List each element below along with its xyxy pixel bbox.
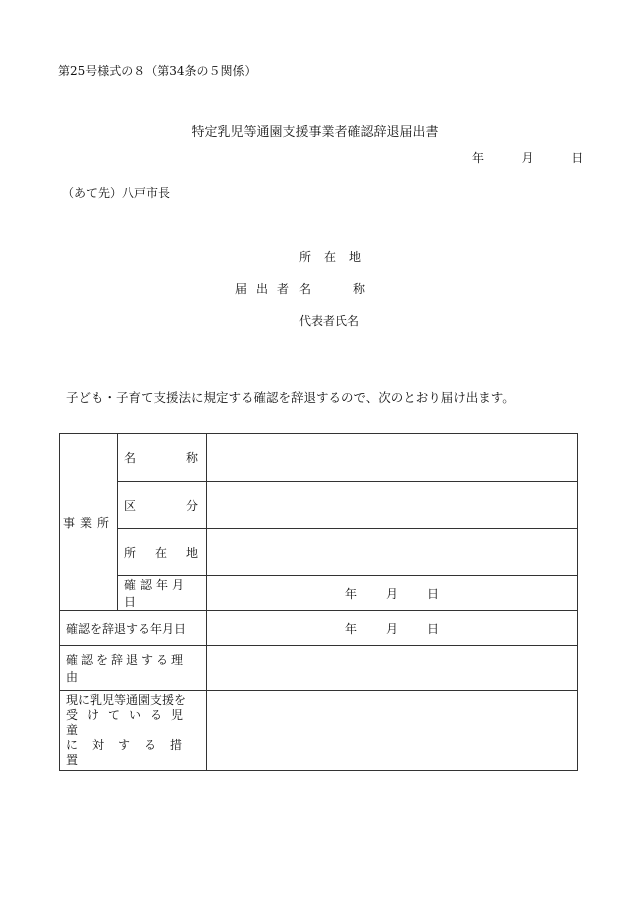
withdrawal-month-label: 月 — [385, 621, 398, 636]
notifier-group-label: 届出者 — [235, 282, 299, 296]
submission-date — [472, 149, 583, 166]
name-label-cell — [118, 434, 207, 482]
table-row — [60, 529, 578, 576]
withdrawal-reason-input[interactable] — [207, 646, 578, 691]
table-row — [60, 691, 578, 771]
notifier-address-label: 所在地 — [299, 250, 375, 264]
measures-label-line1: 現に乳児等通園支援を — [66, 693, 187, 707]
name-input[interactable] — [207, 434, 578, 482]
location-input[interactable] — [207, 529, 578, 576]
measures-label-line2: 受けている児童 — [66, 708, 193, 737]
confirmation-date-input[interactable] — [207, 576, 578, 611]
category-label-1: 区 — [124, 498, 137, 513]
withdrawal-date-label-cell — [60, 611, 207, 646]
name-label-1: 名 — [124, 451, 137, 465]
table-row — [60, 576, 578, 611]
confirmation-date-label-cell — [118, 576, 207, 611]
withdrawal-date-input[interactable] — [207, 611, 578, 646]
addressee: （あて先）八戸市長 — [62, 186, 171, 200]
notifier-representative-label: 代表者氏名 — [299, 314, 360, 328]
confirmation-month-label: 月 — [385, 586, 398, 601]
withdrawal-day-label: 日 — [426, 621, 439, 636]
form-number: 第25号様式の８（第34条の５関係） — [58, 64, 257, 78]
date-day-label: 日 — [571, 151, 584, 165]
measures-label — [60, 691, 206, 770]
date-month-label: 月 — [521, 151, 534, 165]
measures-label-line3: に対する措置 — [66, 738, 197, 767]
confirmation-day-label: 日 — [426, 586, 439, 601]
office-group-label: 事業所 — [60, 434, 118, 611]
table-row — [60, 482, 578, 529]
withdrawal-reason-label: 確認を辞退する理由 — [66, 653, 187, 684]
notifier-name-label: 名称 — [299, 282, 408, 296]
confirmation-year-label: 年 — [345, 586, 358, 601]
table-row — [60, 611, 578, 646]
confirmation-date-label: 確認年月日 — [124, 578, 189, 609]
measures-input[interactable] — [207, 691, 578, 771]
name-label-2: 称 — [185, 451, 198, 465]
category-label-cell — [118, 482, 207, 529]
withdrawal-year-label: 年 — [345, 621, 358, 636]
table-row — [60, 646, 578, 691]
location-label-cell: 所 在 地 — [118, 529, 207, 576]
date-year-label: 年 — [472, 151, 485, 165]
statement-text: 子ども・子育て支援法に規定する確認を辞退するので、次のとおり届け出ます。 — [66, 390, 515, 405]
category-input[interactable] — [207, 482, 578, 529]
measures-label-cell — [60, 691, 207, 771]
withdrawal-form-table — [59, 433, 578, 771]
category-label-2: 分 — [185, 498, 198, 513]
withdrawal-date-label: 確認を辞退する年月日 — [66, 621, 187, 636]
table-row — [60, 434, 578, 482]
withdrawal-reason-label-cell — [60, 646, 207, 691]
document-title: 特定乳児等通園支援事業者確認辞退届出書 — [191, 125, 439, 140]
